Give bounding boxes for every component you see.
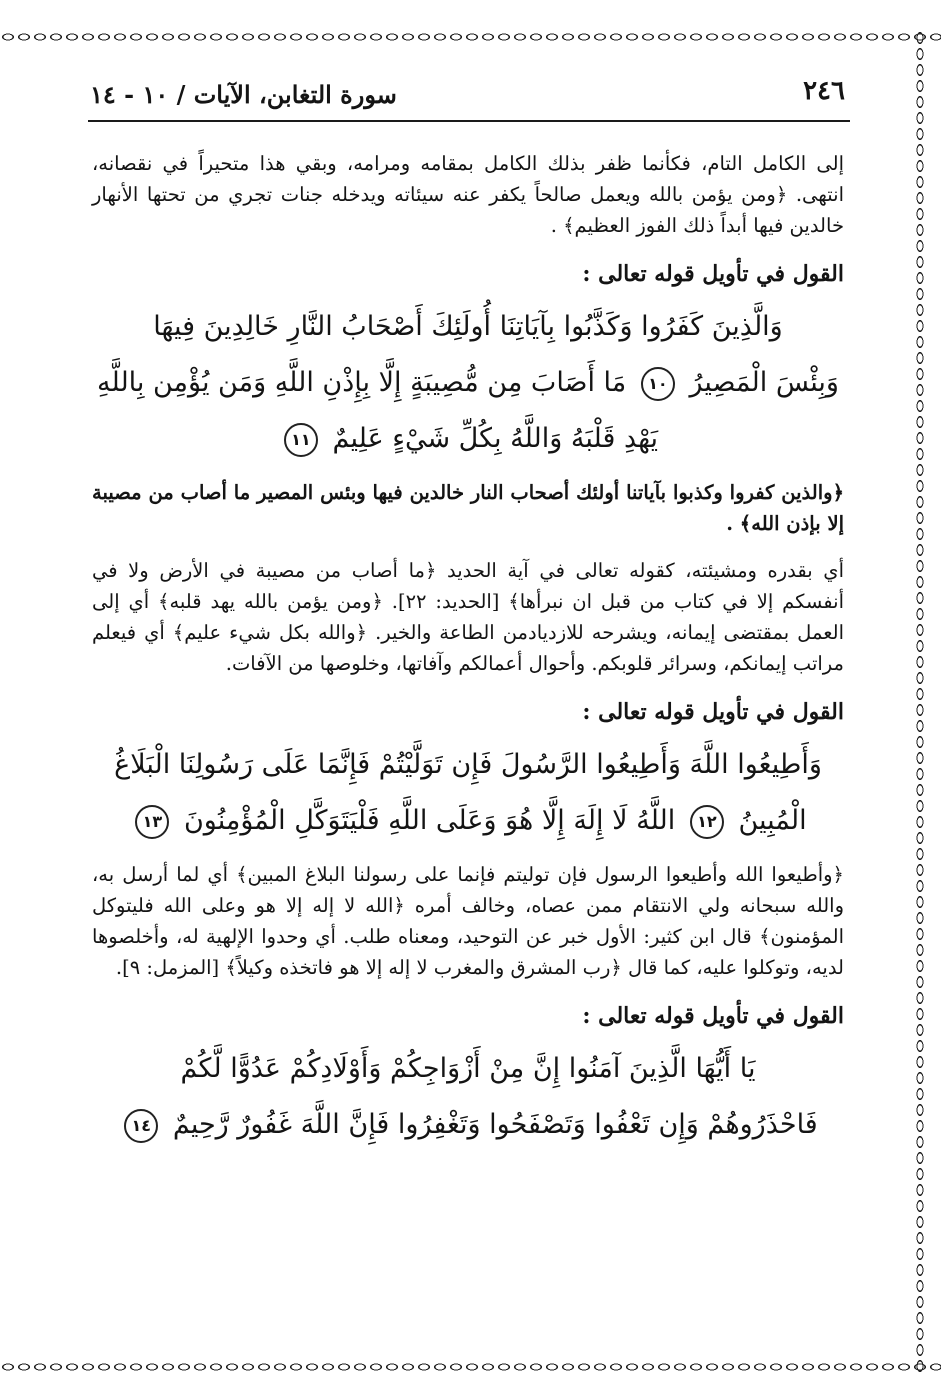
quran-line [92,1097,844,1153]
ayah-number-mark: ١٠ [641,367,675,401]
quran-line [92,411,844,467]
quran-fragment: اللَّهُ لَا إِلَهَ إِلَّا هُوَ وَعَلَى اللَّهِ فَلْيَتَوَكَّلِ الْمُؤْمِنُونَ [183,805,676,836]
right-chain-border [913,30,927,1374]
section-heading: القول في تأويل قوله تعالى : [582,1003,844,1029]
bottom-chain-border [0,1360,941,1374]
section-heading: القول في تأويل قوله تعالى : [582,261,844,287]
paragraph-commentary: أي بقدره ومشيئته، كقوله تعالى في آية الحديد ﴿ما أصاب من مصيبة في الأرض ولا في أنفسكم إلا في كتاب من قبل ان نبرأها﴾ [الحديد: ٢٢]. ﴿ومن يؤمن بالله يهد قلبه﴾ أي إلى العمل بمقتضى إيمانه، ويشرحه للازديادمن الطاعة والخير. ﴿والله بكل شيء عليم﴾ أي فيعلم مراتب إيمانكم، وسرائر قلوبكم. وأحوال أعمالكم وآفاتها، وخلوصها من الآفات. [92,559,844,675]
quran-verse-block [92,1041,844,1153]
quran-fragment: وَبِئْسَ الْمَصِيرُ [689,367,839,398]
quran-fragment: يَهْدِ قَلْبَهُ وَاللَّهُ بِكُلِّ شَيْءٍ عَلِيمٌ [332,423,659,454]
header-rule [88,120,850,122]
ayah-number-mark: ١٤ [124,1109,158,1143]
running-title: سورة التغابن، الآيات / ١٠ - ١٤ [90,80,397,109]
quran-fragment: مَا أَصَابَ مِن مُّصِيبَةٍ إِلَّا بِإِذْنِ اللَّهِ وَمَن يُؤْمِن بِاللَّهِ [97,367,627,398]
quran-line [92,793,844,849]
page-content [92,148,844,1163]
ayah-number-mark: ١١ [284,423,318,457]
page-number: ٢٤٦ [803,76,845,106]
section-heading: القول في تأويل قوله تعالى : [582,699,844,725]
quran-line: يَا أَيُّهَا الَّذِينَ آمَنُوا إِنَّ مِنْ أَزْوَاجِكُمْ وَأَوْلَادِكُمْ عَدُوًّا لَّكُمْ [180,1053,756,1084]
ayah-number-mark: ١٢ [690,805,724,839]
paragraph-quote: ﴿والذين كفروا وكذبوا بآياتنا أولئك أصحاب النار خالدين فيها وبئس المصير ما أصاب من مصيبة إلا بإذن الله﴾ . [92,481,844,535]
quran-verse-block [92,299,844,467]
paragraph-intro: إلى الكامل التام، فكأنما ظفر بذلك الكامل بمقامه ومرامه، وبقي هذا متحيراً في نقصانه، انتهى. ﴿ومن يؤمن بالله ويعمل صالحاً يكفر عنه سيئاته ويدخله جنات تجري من تحتها الأنهار خالدين فيها أبداً ذلك الفوز العظيم﴾ . [92,152,844,237]
quran-fragment: فَاحْذَرُوهُمْ وَإِن تَعْفُوا وَتَصْفَحُوا وَتَغْفِرُوا فَإِنَّ اللَّهَ غَفُورٌ رَّحِيمٌ [172,1109,818,1140]
ayah-number-mark: ١٣ [135,805,169,839]
quran-line: وَأَطِيعُوا اللَّهَ وَأَطِيعُوا الرَّسُولَ فَإِن تَوَلَّيْتُمْ فَإِنَّمَا عَلَى رَسُولِنَا الْبَلَاغُ [114,749,822,780]
page-header [90,76,845,116]
quran-line: وَالَّذِينَ كَفَرُوا وَكَذَّبُوا بِآيَاتِنَا أُولَئِكَ أَصْحَابُ النَّارِ خَالِدِينَ فِيهَا [153,311,783,342]
paragraph-commentary: ﴿وأطيعوا الله وأطيعوا الرسول فإن توليتم فإنما على رسولنا البلاغ المبين﴾ أي لما أرسل به، والله سبحانه ولي الانتقام ممن عصاه، وخالف أمره ﴿الله لا إله إلا هو وعلى الله فليتوكل المؤمنون﴾ قال ابن كثير: الأول خبر عن التوحيد، ومعناه طلب. أي وحدوا الإلهية له، وأخلصوها لديه، وتوكلوا عليه، كما قال ﴿رب المشرق والمغرب لا إله إلا هو فاتخذه وكيلاً﴾ [المزمل: ٩]. [92,863,844,979]
quran-fragment: الْمُبِينُ [738,805,807,836]
quran-line [92,355,844,411]
top-chain-border [0,30,941,44]
quran-verse-block [92,737,844,849]
